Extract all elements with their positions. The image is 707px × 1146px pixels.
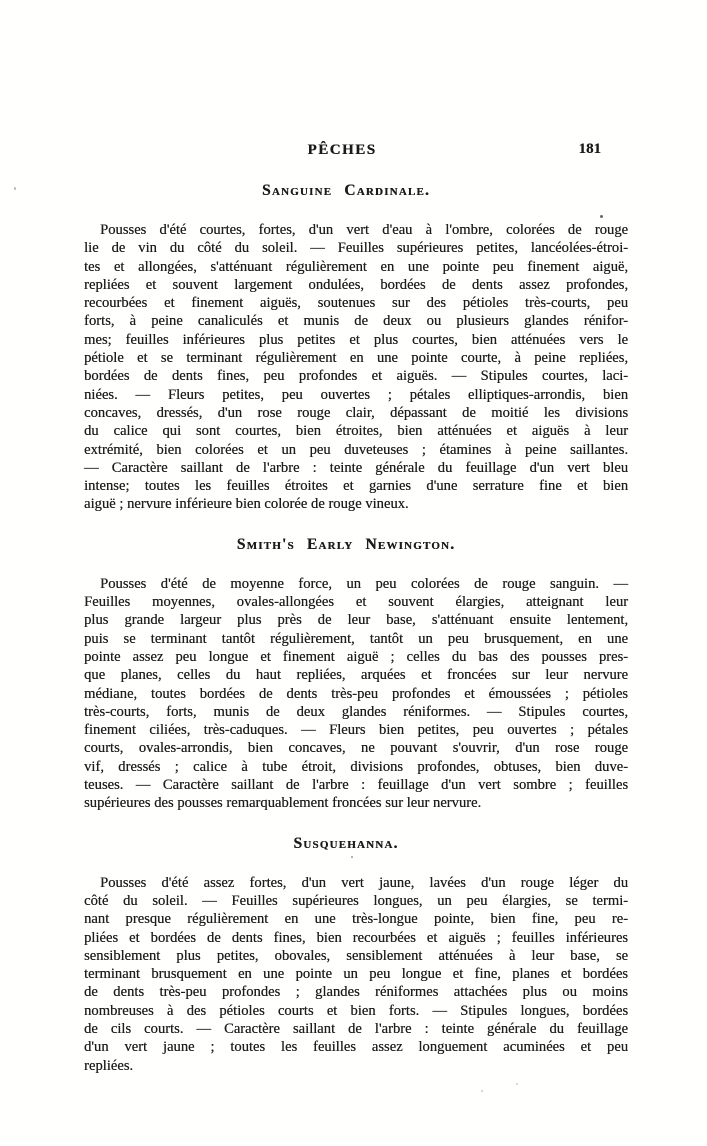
ink-speck	[14, 187, 16, 190]
text-line: pliées et bordées de dents fines, bien recourbées et aiguës ; feuilles inférieures	[84, 929, 628, 946]
variety-section	[84, 182, 628, 514]
text-line: médiane, toutes bordées de dents très-peu profondes et émoussées ; pétioles	[84, 685, 628, 702]
text-line: d'un vert jaune ; toutes les feuilles assez longuement acuminées et peu	[84, 1039, 628, 1056]
section-heading: Sanguine Cardinale.	[262, 182, 430, 199]
text-line: de dents très-peu profondes ; glandes réniformes attachées plus ou moins	[84, 984, 628, 1001]
section-heading: Smith's Early Newington.	[236, 535, 456, 553]
text-line: concaves, dressés, d'un rose rouge clair, dépassant de moitié les divisions	[84, 404, 628, 421]
text-line: Feuilles moyennes, ovales-allongées et souvent élargies, atteignant leur	[84, 594, 628, 611]
variety-section	[84, 536, 628, 813]
text-line: forts, à peine canaliculés et munis de deux ou plusieurs glandes rénifor-	[84, 313, 628, 330]
text-line: nombreuses à des pétioles courts et bien forts. — Stipules longues, bordées	[84, 1002, 628, 1019]
page-title: PÊCHES	[307, 142, 377, 158]
text-line: nant presque régulièrement en une très-longue pointe, bien fine, peu re-	[84, 911, 628, 928]
text-line: supérieures des pousses remarquablement froncées sur leur nervure.	[84, 795, 482, 812]
text-line: extrémité, bien colorées et un peu duveteuses ; étamines à peine saillantes.	[84, 441, 628, 458]
text-line: bordées de dents fines, peu profondes et aiguës. — Stipules courtes, laci-	[84, 368, 628, 385]
text-line: puis se terminant tantôt régulièrement, tantôt un peu brusquement, en une	[84, 630, 628, 647]
text-line: lie de vin du côté du soleil. — Feuilles supérieures petites, lancéolées-étroi-	[84, 240, 628, 257]
ink-speck	[600, 215, 603, 218]
paragraph	[84, 221, 628, 514]
running-header	[84, 141, 628, 160]
ink-speck	[351, 856, 353, 858]
ink-speck	[481, 1090, 483, 1092]
text-line: Pousses d'été de moyenne force, un peu colorées de rouge sanguin. —	[100, 575, 628, 592]
text-line: Pousses d'été courtes, fortes, d'un vert d'eau à l'ombre, colorées de rouge	[100, 222, 628, 238]
ink-speck	[516, 1083, 518, 1085]
text-line: côté du soleil. — Feuilles supérieures longues, un peu élargies, se termi-	[84, 892, 628, 909]
text-line: tes et allongées, s'atténuant régulièrement en une pointe peu finement aiguë,	[84, 258, 628, 275]
text-line: plus grande largeur plus près de leur base, s'atténuant ensuite lentement,	[84, 612, 628, 629]
text-line: très-courts, forts, munis de deux glandes réniformes. — Stipules courtes,	[84, 703, 628, 720]
paragraph	[84, 575, 628, 813]
paragraph	[84, 874, 628, 1075]
text-line: courts, ovales-arrondis, bien concaves, ne pouvant s'ouvrir, d'un rose rouge	[84, 740, 628, 757]
text-line: Pousses d'été assez fortes, d'un vert jaune, lavées d'un rouge léger du	[100, 874, 628, 891]
text-line: repliées.	[84, 1057, 134, 1074]
text-line: sensiblement plus petites, obovales, sensiblement atténuées à leur base, se	[84, 947, 628, 964]
text-line: vif, dressés ; calice à tube étroit, divisions profondes, obtuses, bien duve-	[84, 758, 628, 775]
page-number: 181	[578, 141, 601, 157]
text-line: mes; feuilles inférieures plus petites et plus courtes, bien atténuées vers le	[84, 331, 628, 348]
text-line: recourbées et finement aiguës, soutenues sur des pétioles très-courts, peu	[84, 295, 628, 312]
text-line: — Caractère saillant de l'arbre : teinte générale du feuillage d'un vert bleu	[84, 459, 628, 476]
text-line: que planes, celles du haut repliées, arquées et froncées sur leur nervure	[84, 667, 628, 684]
text-line: intense; toutes les feuilles étroites et garnies d'une serrature fine et bien	[84, 478, 628, 495]
text-line: finement ciliées, très-caduques. — Fleurs bien petites, peu ouvertes ; pétales	[84, 722, 628, 739]
text-line: pétiole et se terminant régulièrement en une pointe courte, à peine repliées,	[84, 350, 628, 367]
text-line: teuses. — Caractère saillant de l'arbre : feuillage d'un vert sombre ; feuilles	[84, 777, 628, 794]
text-line: pointe assez peu longue et finement aiguë ; celles du bas des pousses pres-	[84, 648, 628, 665]
text-line: du calice qui sont courtes, bien étroites, bien atténuées et aiguës à leur	[84, 423, 628, 440]
variety-section	[84, 835, 628, 1075]
section-heading: Susquehanna.	[293, 834, 399, 852]
text-column	[84, 0, 628, 1075]
text-line: terminant brusquement en une pointe un peu longue et fine, planes et bordées	[84, 966, 628, 983]
text-line: aiguë ; nervure inférieure bien colorée de rouge vineux.	[84, 496, 409, 513]
document-body	[84, 182, 628, 1075]
text-line: de cils courts. — Caractère saillant de l'arbre : teinte générale du feuillage	[84, 1020, 628, 1037]
text-line: repliées et souvent largement ondulées, bordées de dents assez profondes,	[84, 276, 628, 293]
text-line: niées. — Fleurs petites, peu ouvertes ; pétales elliptiques-arrondis, bien	[84, 386, 628, 403]
